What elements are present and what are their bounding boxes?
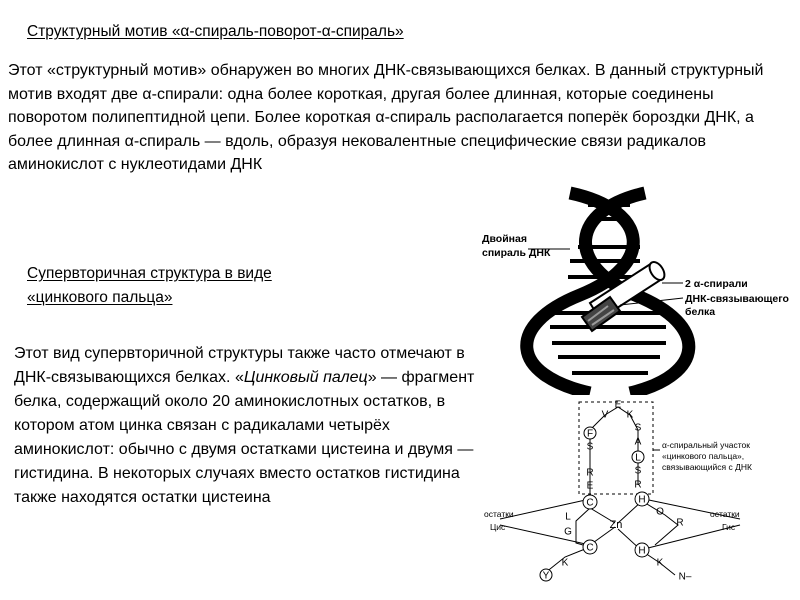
section-heading-hth-motif: Структурный мотив «α-спираль-поворот-α-спираль» bbox=[27, 23, 404, 40]
residue-l1: L bbox=[635, 452, 641, 464]
label-cys-line2: Цис bbox=[490, 522, 506, 532]
residue-y: Y bbox=[542, 570, 550, 582]
residue-g: G bbox=[564, 526, 572, 538]
residue-h-bottom: H bbox=[638, 545, 646, 557]
label-region-line1: α-спиральный участок bbox=[662, 440, 751, 450]
residue-c-bottom: C bbox=[586, 542, 594, 554]
label-dna-line1: Двойная bbox=[482, 233, 527, 245]
residue-k-top: K bbox=[626, 409, 634, 421]
paragraph-text-start: Этот вид супервторичной структуры также часто отмечают в ДНК-связывающихся белках. « bbox=[14, 345, 465, 386]
residue-i: I bbox=[588, 454, 592, 466]
label-protein-line1: ДНК-связывающего bbox=[685, 293, 789, 305]
label-region-line2: «цинкового пальца», bbox=[662, 451, 745, 461]
residue-k2: K bbox=[561, 557, 569, 569]
label-two-helices: 2 α-спирали bbox=[685, 278, 748, 290]
residue-c-top: C bbox=[586, 497, 594, 509]
label-his-line2: Гис bbox=[722, 522, 736, 532]
label-region-line3: связывающийся с ДНК bbox=[662, 462, 752, 472]
residue-r1: R bbox=[634, 479, 642, 491]
residue-r3: R bbox=[676, 517, 684, 529]
chain-bonds bbox=[500, 407, 740, 575]
label-cys-line1: остатки bbox=[484, 509, 514, 519]
paragraph-term-italic: Цинковый палец bbox=[243, 369, 368, 386]
residue-k3: K bbox=[656, 557, 664, 569]
zinc-atom: Zn bbox=[609, 519, 623, 531]
residue-h-top: H bbox=[638, 494, 646, 506]
residue-a: A bbox=[634, 436, 642, 448]
residue-o: O bbox=[656, 506, 664, 518]
residue-e: E bbox=[614, 399, 622, 411]
residue-r2: R bbox=[586, 467, 594, 479]
paragraph-text-end: » — фрагмент белка, содержащий около 20 аминокислотных остатков, в котором атом цинка связан с радикалами четырёх аминокислот: обычно с двумя остатками цистеина и двумя — гистидина. В некоторых случаях вместо остатков гистидина также находятся остатки цистеина bbox=[14, 369, 475, 506]
paragraph-hth-motif: Этот «структурный мотив» обнаружен во многих ДНК-связывающихся белках. В данный структурный мотив входят две α-спирали: одна более короткая, другая более длинная, которые соединены поворотом полипептидной цепи. Более короткая α-спираль располагается поперёк бороздки ДНК, а более длинная α-спираль — вдоль, образуя нековалентные специфические связи радикалов аминокислот с нуклеотидами ДНК bbox=[8, 62, 764, 174]
label-his-line1: остатки bbox=[710, 509, 740, 519]
dna-base-pairs bbox=[550, 205, 666, 373]
zinc-finger-figure bbox=[470, 395, 800, 600]
heading-line-2: «цинкового пальца» bbox=[27, 289, 173, 306]
residue-s3: S bbox=[586, 441, 594, 453]
residue-v: V bbox=[601, 409, 609, 421]
residue-f: F bbox=[586, 428, 594, 440]
residue-s2: S bbox=[634, 465, 642, 477]
residue-l2: L bbox=[565, 511, 571, 523]
label-protein-line2: белка bbox=[685, 306, 716, 318]
residue-n-terminus: N– bbox=[678, 571, 692, 583]
paragraph-zinc-finger bbox=[14, 342, 489, 510]
residue-e2: E bbox=[586, 480, 594, 492]
heading-line-1: Супервторичная структура в виде bbox=[27, 265, 272, 282]
residue-s1: S bbox=[634, 422, 642, 434]
dna-helix-figure bbox=[470, 185, 800, 395]
section-heading-zinc-finger bbox=[27, 262, 357, 310]
label-dna-line2: спираль ДНК bbox=[482, 247, 551, 259]
